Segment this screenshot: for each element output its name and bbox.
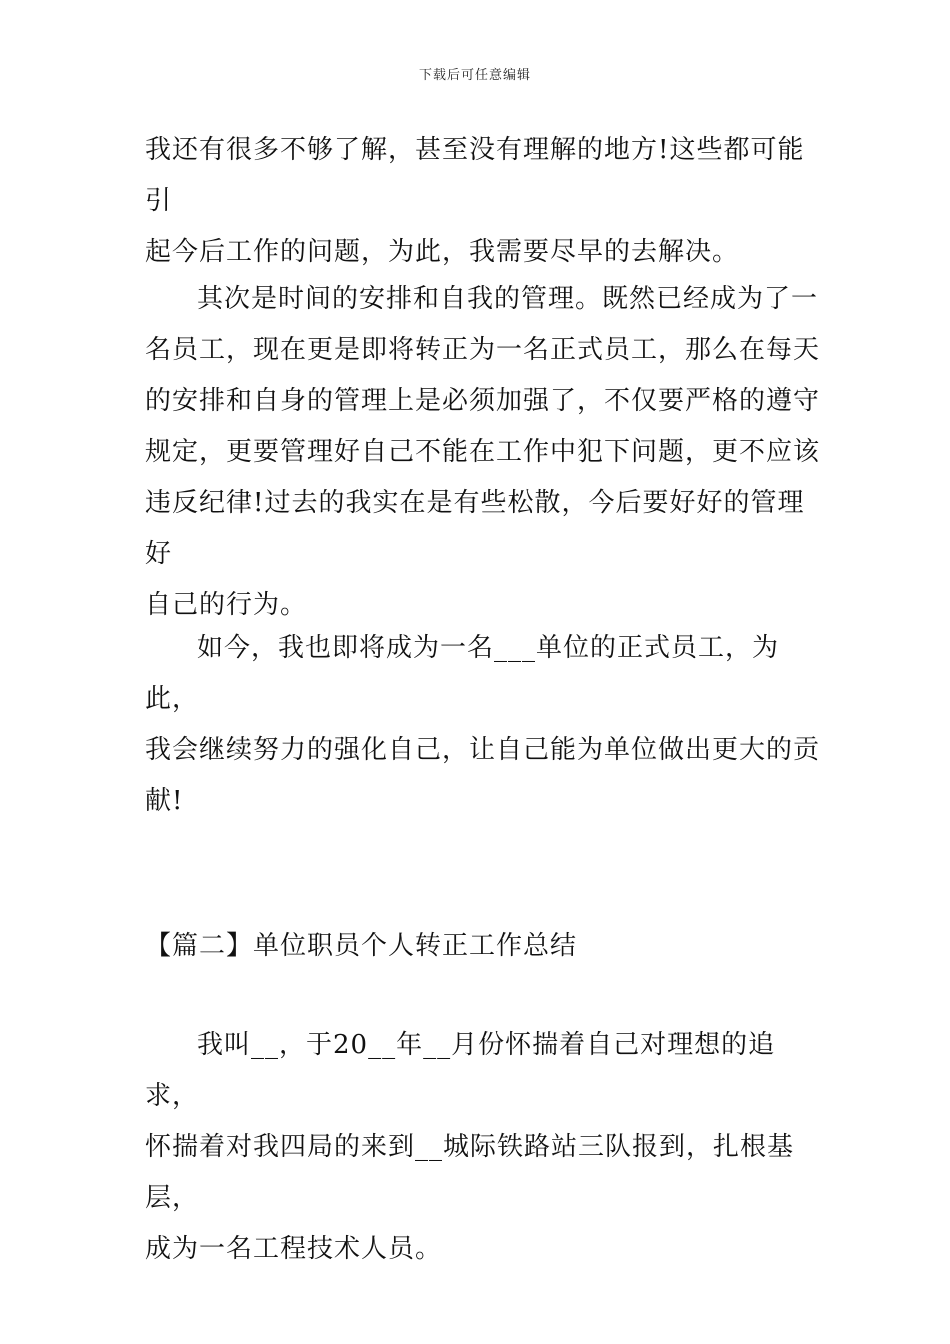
paragraph-2 <box>145 274 825 631</box>
paragraph-4 <box>145 1020 825 1275</box>
text-line: 起今后工作的问题，为此，我需要尽早的去解决。 <box>145 237 740 267</box>
text-line: 怀揣着对我四局的来到__城际铁路站三队报到，扎根基层， <box>145 1132 795 1213</box>
text-line: 的安排和自身的管理上是必须加强了，不仅要严格的遵守 <box>145 386 821 416</box>
text-line: 献! <box>145 786 184 816</box>
paragraph-1 <box>145 125 825 278</box>
paragraph-3 <box>145 623 825 827</box>
text-line: 成为一名工程技术人员。 <box>145 1234 443 1264</box>
text-line: 规定，更要管理好自己不能在工作中犯下问题，更不应该 <box>145 437 821 467</box>
text-line: 我会继续努力的强化自己，让自己能为单位做出更大的贡 <box>145 735 821 765</box>
text-line: 自己的行为。 <box>145 590 308 620</box>
text-line: 我还有很多不够了解，甚至没有理解的地方!这些都可能引 <box>145 135 805 216</box>
page-header: 下载后可任意编辑 <box>418 68 531 83</box>
text-line: 其次是时间的安排和自我的管理。既然已经成为了一 <box>197 284 819 314</box>
text-line: 如今，我也即将成为一名___单位的正式员工，为此， <box>145 633 780 714</box>
text-line: 违反纪律!过去的我实在是有些松散，今后要好好的管理好 <box>145 488 805 569</box>
section-heading: 【篇二】单位职员个人转正工作总结 <box>145 931 578 961</box>
text-line: 名员工，现在更是即将转正为一名正式员工，那么在每天 <box>145 335 821 365</box>
text-line: 我叫__，于20__年__月份怀揣着自己对理想的追求， <box>145 1030 776 1111</box>
